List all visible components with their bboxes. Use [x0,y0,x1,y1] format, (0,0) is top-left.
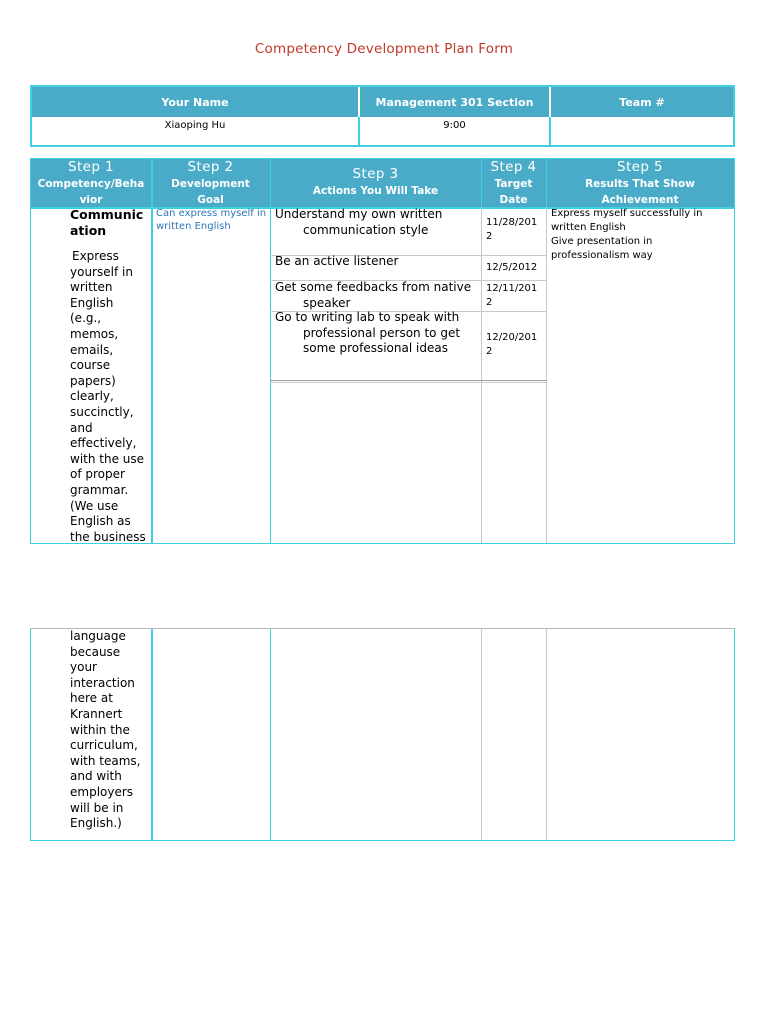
step3-sub-line1: Actions You Will Take [312,185,439,197]
action-2-line1: Be an active listener [275,254,399,268]
date-1-line2: 2 [486,231,493,242]
competency-line: papers) [70,373,116,388]
step1-header [31,159,151,207]
header-section: Management 301 Section [360,87,551,117]
info-table [30,85,735,147]
competency-line: effectively, [70,436,137,451]
competency-line: and [70,420,93,435]
step3-header [270,159,481,207]
step1-sub-line2: vior [79,194,103,206]
form-title: Competency Development Plan Form [254,41,514,57]
step2-sub-line1: Development [171,178,250,190]
competency-line: curriculum, [70,738,138,753]
results-cell[interactable] [551,207,733,263]
step2-label: Step 2 [187,159,234,175]
competency-title-line1: Communic [70,207,144,222]
competency-line: employers [70,784,134,799]
target-date-3[interactable] [486,282,546,310]
steps-header-row [31,159,734,209]
competency-line: course [70,358,111,373]
competency-description [70,249,152,545]
step5-header [546,159,734,207]
competency-line: the business [70,529,146,544]
development-goal-cell[interactable] [156,207,268,233]
competency-line: with the use [70,451,145,466]
competency-title-line2: ation [70,223,107,238]
competency-line: interaction [70,675,135,690]
step4-header [481,159,546,207]
action-row-4[interactable] [275,310,479,357]
competency-line: because [70,644,121,659]
action-row-2[interactable] [275,254,479,270]
competency-title [70,207,152,239]
date-4-line2: 2 [486,346,493,357]
competency-line: will be in [70,800,124,815]
competency-line: here at [70,691,113,706]
result-line: Express myself successfully in [551,208,703,219]
action-1-line1: Understand my own written [275,207,443,221]
action-4-line2: professional person to get [303,325,461,340]
step4-sub-line1: Target [494,178,533,190]
action-4-line3: some professional ideas [303,341,448,356]
competency-cell[interactable] [70,207,152,545]
competency-line: grammar. [70,482,129,497]
your-name-value[interactable]: Xiaoping Hu [32,117,360,147]
plan-table-page1 [30,158,735,544]
result-line: Give presentation in [551,236,653,247]
target-date-4[interactable] [486,331,546,359]
competency-line: English [70,295,114,310]
step5-label: Step 5 [616,159,664,175]
competency-line: your [70,660,97,675]
competency-line: memos, [70,326,119,341]
action-1-line2: communication style [303,222,429,237]
header-your-name: Your Name [32,87,360,117]
action-row-3[interactable] [275,280,479,311]
competency-line: English as [70,514,131,529]
competency-line: succinctly, [70,404,134,419]
competency-line: English.) [70,816,122,831]
action-3-line1: Get some feedbacks from native [275,280,472,294]
date-1-line1: 11/28/201 [486,217,538,228]
competency-line: and with [70,769,122,784]
header-team: Team # [619,95,665,109]
goal-line1: Can express myself in [156,208,267,219]
info-value-row [32,117,733,147]
step2-sub-line2: Goal [197,194,224,206]
result-line: professionalism way [551,250,653,261]
step1-sub-line1: Competency/Beha [37,178,145,190]
competency-line: yourself in [70,264,133,279]
date-2-line1: 12/5/2012 [486,262,538,273]
competency-line: language [70,629,126,643]
team-value[interactable] [551,117,733,147]
step4-label: Step 4 [490,159,537,175]
date-3-line2: 2 [486,297,493,308]
competency-line: Krannert [70,706,123,721]
competency-line: emails, [70,342,114,357]
step5-sub-line1: Results That Show [585,178,695,190]
competency-description-cont [70,629,152,832]
competency-continuation-cell[interactable] [70,629,152,832]
date-4-line1: 12/20/201 [486,332,538,343]
step2-header [151,159,270,207]
step3-label: Step 3 [352,166,399,182]
action-row-1[interactable] [275,207,479,238]
action-4-line1: Go to writing lab to speak with [275,310,460,324]
competency-line: with teams, [70,753,141,768]
competency-line: of proper [70,467,125,482]
competency-line: (e.g., [70,311,102,326]
result-line: written English [551,222,626,233]
info-header-row [32,87,733,117]
plan-table-page2 [30,628,735,841]
section-value[interactable]: 9:00 [360,117,551,147]
competency-line: Express [72,249,119,263]
target-date-2[interactable] [486,261,546,275]
competency-line: within the [70,722,130,737]
competency-line: written [70,280,113,295]
goal-line2: written English [156,221,231,232]
step1-label: Step 1 [67,159,115,175]
competency-line: (We use [70,498,119,513]
action-3-line2: speaker [303,295,351,310]
step4-sub-line2: Date [499,194,528,206]
step5-sub-line2: Achievement [601,194,679,206]
target-date-1[interactable] [486,216,546,244]
date-3-line1: 12/11/201 [486,283,538,294]
competency-line: clearly, [70,389,114,404]
